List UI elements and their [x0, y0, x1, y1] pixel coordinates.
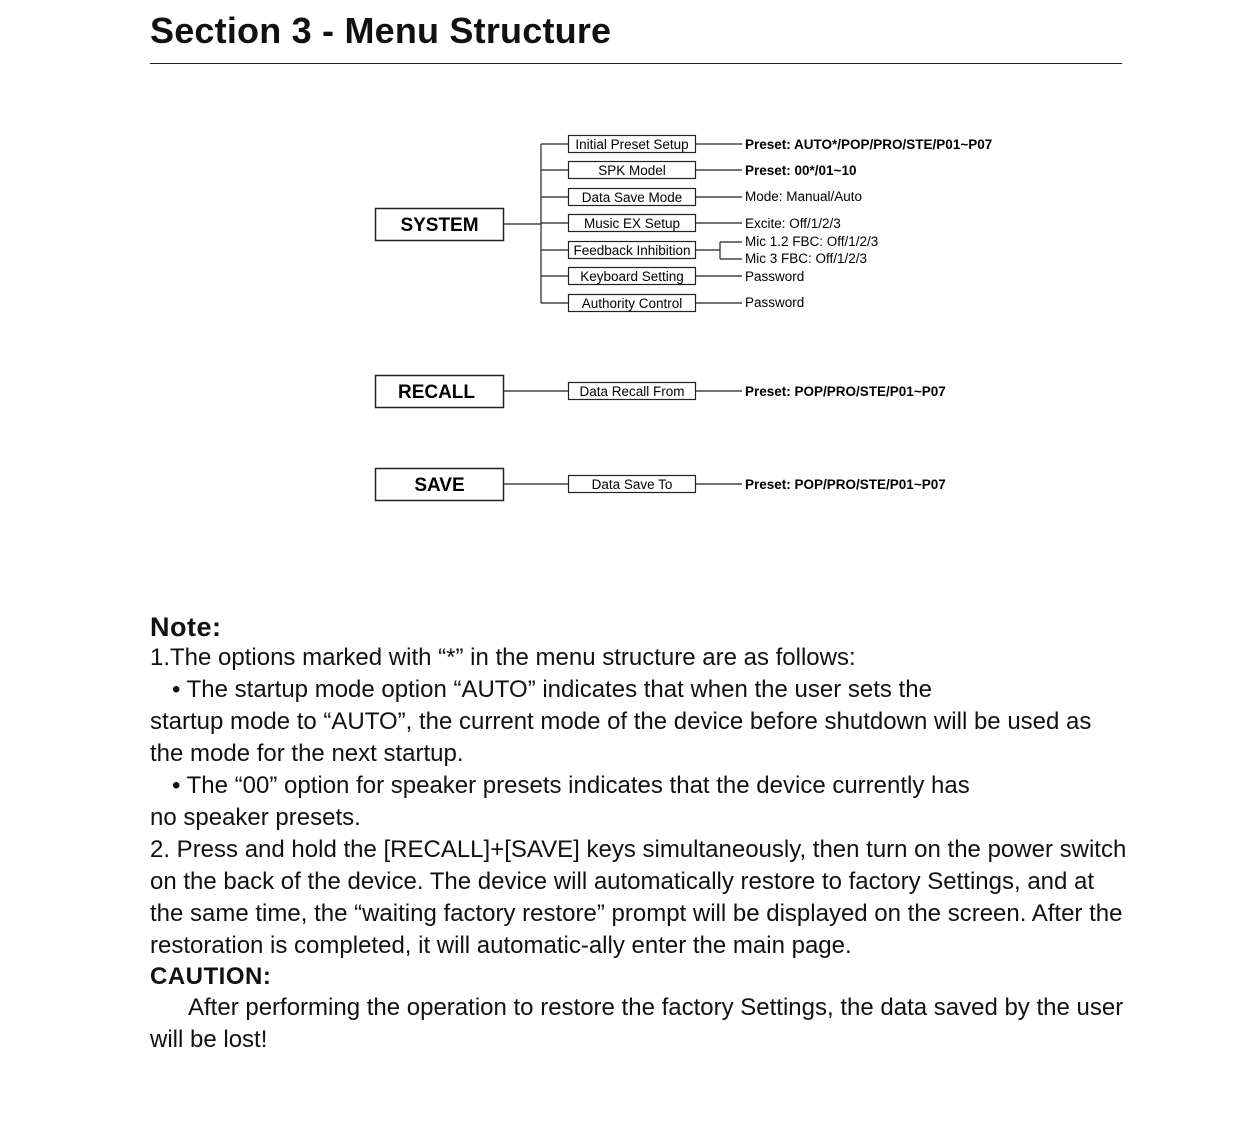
submenu-label: Music EX Setup: [583, 216, 681, 231]
option-value: Mic 1.2 FBC: Off/1/2/3: [745, 234, 879, 249]
system-menu: [376, 209, 504, 241]
submenu-feedback-inhibition: [569, 242, 696, 259]
submenu-label: Feedback Inhibition: [573, 243, 691, 258]
option-value: Preset: 00*/01~10: [745, 163, 857, 178]
option-value: Excite: Off/1/2/3: [745, 216, 841, 231]
save-label: SAVE: [414, 475, 465, 496]
submenu-label: Data Save To: [591, 477, 673, 492]
recall-menu: [376, 376, 504, 408]
note-heading: Note:: [150, 612, 222, 642]
system-label: SYSTEM: [400, 215, 479, 236]
caution-body: After performing the operation to restore the factory Settings, the data saved by the user will be lost!: [150, 994, 1124, 1053]
submenu-data-save-mode: [569, 189, 696, 206]
submenu-data-recall-from: [569, 383, 696, 400]
submenu-keyboard-setting: [569, 268, 696, 285]
option-value: Password: [745, 269, 805, 284]
submenu-spk-model: [569, 162, 696, 179]
note-bullet-2-continuation: no speaker presets.: [150, 804, 361, 831]
submenu-label: Initial Preset Setup: [575, 137, 689, 152]
submenu-data-save-to: [569, 476, 696, 493]
submenu-authority-control: [569, 295, 696, 312]
submenu-label: Data Recall From: [579, 384, 685, 399]
note-item-2: 2. Press and hold the [RECALL]+[SAVE] keys simultaneously, then turn on the power switch on the back of the device. The device will automatically restore to factory Settings, and at the same time, the “waiting factory restore” prompt will be displayed on the screen. After the restoration is completed, it will automatic-ally enter the main page.: [150, 836, 1127, 959]
note-bullet-1-continuation: startup mode to “AUTO”, the current mode of the device before shutdown will be used as the mode for the next startup.: [150, 708, 1092, 767]
option-value: Mic 3 FBC: Off/1/2/3: [745, 251, 868, 266]
submenu-label: Data Save Mode: [581, 190, 683, 205]
option-value: Mode: Manual/Auto: [745, 189, 863, 204]
submenu-music-ex-setup: [569, 215, 696, 232]
caution-heading: CAUTION:: [150, 963, 272, 990]
option-value: Preset: AUTO*/POP/PRO/STE/P01~P07: [745, 137, 993, 152]
submenu-label: Authority Control: [581, 296, 683, 311]
page-title: Section 3 - Menu Structure: [150, 10, 612, 51]
note-item-1: 1.The options marked with “*” in the menu structure are as follows:: [150, 644, 856, 671]
caution-text: [150, 992, 1130, 1056]
option-value: Preset: POP/PRO/STE/P01~P07: [745, 384, 946, 399]
submenu-label: SPK Model: [598, 163, 666, 178]
option-value: Preset: POP/PRO/STE/P01~P07: [745, 477, 946, 492]
note-section: [150, 612, 1130, 1056]
save-menu: [376, 469, 504, 501]
submenu-label: Keyboard Setting: [580, 269, 684, 284]
submenu-initial-preset-setup: [569, 136, 696, 153]
option-value: Password: [745, 295, 805, 310]
note-bullet-2-first-line: • The “00” option for speaker presets indicates that the device currently has: [172, 772, 970, 799]
note-bullet-1-first-line: • The startup mode option “AUTO” indicates that when the user sets the: [172, 676, 932, 703]
recall-label: RECALL: [397, 382, 476, 403]
menu-structure-diagram: [0, 0, 1259, 560]
